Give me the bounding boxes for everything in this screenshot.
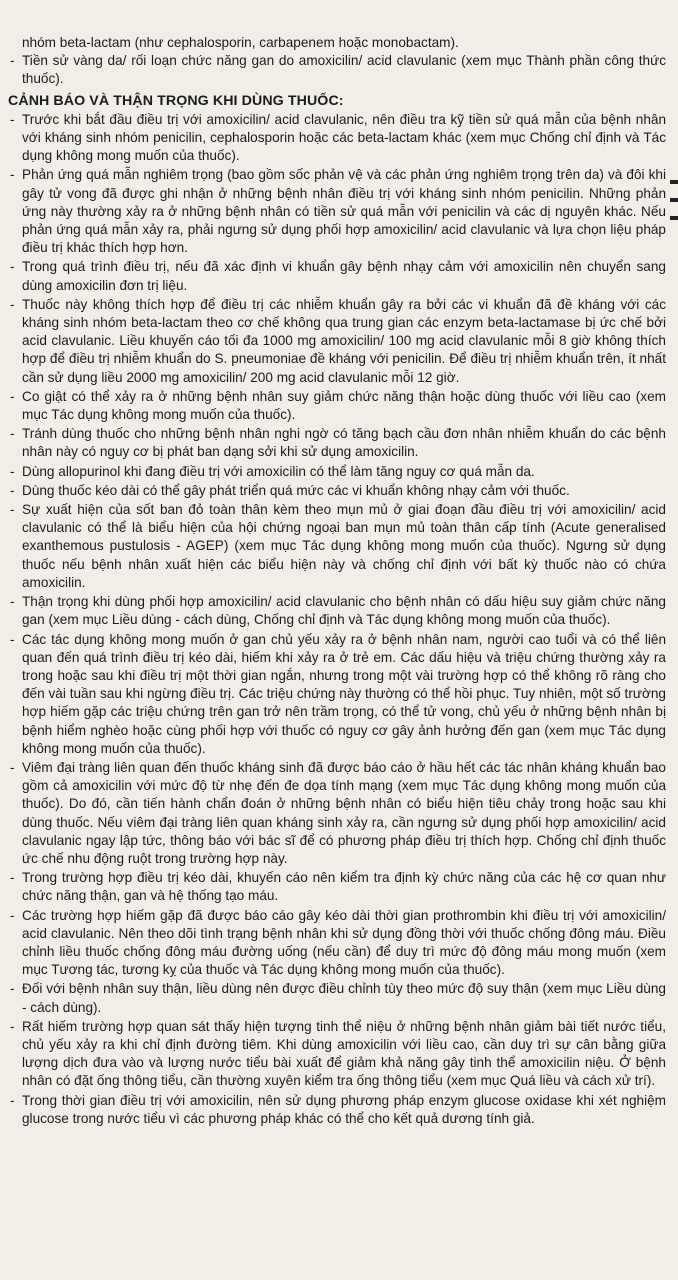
warning-item: - Trong thời gian điều trị với amoxicilin, nên sử dụng phương pháp enzym glucose oxidase khi xét nghiệm glucose trong nước tiểu vì các phương pháp khác có thể cho kết quả dương tính giả. (8, 1092, 666, 1128)
edge-marks (670, 180, 678, 260)
intro-continuation: nhóm beta-lactam (như cephalosporin, carbapenem hoặc monobactam). (22, 35, 459, 50)
warning-item: - Tránh dùng thuốc cho những bệnh nhân nghi ngờ có tăng bạch cầu đơn nhân nhiễm khuẩn do các bệnh nhân này có nguy cơ bị phát ban dạng sởi khi sử dụng amoxicilin. (8, 425, 666, 461)
warning-item: - Rất hiếm trường hợp quan sát thấy hiện tượng tinh thể niệu ở những bệnh nhân giảm bài tiết nước tiểu, chủ yếu xảy ra khi chỉ định đường tiêm. Khi dùng amoxicilin với liều cao, cần duy trì sự cân bằng giữa lượng dịch đưa vào và lượng nước tiểu bài xuất để giảm khả năng gây tinh thể amoxicilin niệu. Ở bệnh nhân có đặt ống thông tiểu, cần thường xuyên kiểm tra ống thông tiểu (xem mục Quá liều và cách xử trí). (8, 1018, 666, 1091)
warning-item: - Dùng thuốc kéo dài có thể gây phát triển quá mức các vi khuẩn không nhạy cảm với thuốc. (8, 482, 666, 500)
warning-item: - Các tác dụng không mong muốn ở gan chủ yếu xảy ra ở bệnh nhân nam, người cao tuổi và có thể liên quan đến quá trình điều trị kéo dài, hiếm khi xảy ra ở trẻ em. Các dấu hiệu và triệu chứng thường xảy ra trong hoặc sau khi điều trị một thời gian ngắn, nhưng trong một vài trường hợp có thể không rõ ràng cho đến vài tuần sau khi ngừng điều trị. Các triệu chứng này thường có thể hồi phục. Tuy nhiên, một số trường hợp hiếm gặp các triệu chứng trên gan trở nên trầm trọng, có thể tử vong, chủ yếu ở những bệnh nhân bị bệnh hiểm nghèo hoặc cùng phối hợp với thuốc có nguy cơ gây ảnh hưởng đến gan (xem mục Tác dụng không mong muốn của thuốc). (8, 631, 666, 758)
edge-mark (670, 216, 678, 220)
intro-list (8, 52, 666, 88)
warning-item: - Thuốc này không thích hợp để điều trị các nhiễm khuẩn gây ra bởi các vi khuẩn đã đề kháng với các kháng sinh nhóm beta-lactam theo cơ chế không qua trung gian các enzym beta-lactamase bị ức chế bởi acid clavulanic. Liều khuyến cáo tối đa 1000 mg amoxicilin/ 100 mg acid clavulanic mỗi 8 giờ không thích hợp để điều trị nhiễm khuẩn do S. pneumoniae đề kháng với penicilin. Để điều trị nhiễm khuẩn trên, ít nhất cần sử dụng liều 2000 mg amoxicilin/ 200 mg acid clavulanic mỗi 12 giờ. (8, 296, 666, 387)
section-heading-warnings: CẢNH BÁO VÀ THẬN TRỌNG KHI DÙNG THUỐC: (8, 92, 344, 109)
warning-item: - Trong trường hợp điều trị kéo dài, khuyến cáo nên kiểm tra định kỳ chức năng của các hệ cơ quan như chức năng thận, gan và hệ thống tạo máu. (8, 869, 666, 905)
warning-item: - Co giật có thể xảy ra ở những bệnh nhân suy giảm chức năng thận hoặc dùng thuốc với liều cao (xem mục Tác dụng không mong muốn của thuốc). (8, 388, 666, 424)
warning-item: - Trong quá trình điều trị, nếu đã xác định vi khuẩn gây bệnh nhạy cảm với amoxicilin nên chuyển sang dùng amoxicilin đơn trị liệu. (8, 258, 666, 294)
leaflet-content (8, 34, 666, 1129)
warning-item: - Sự xuất hiện của sốt ban đỏ toàn thân kèm theo mụn mủ ở giai đoạn đầu điều trị với amoxicilin/ acid clavulanic có thể là biểu hiện của hội chứng ngoại ban mụn mủ toàn thân cấp tính (Acute generalised exanthemous pustulosis - AGEP) (xem mục Tác dụng không mong muốn của thuốc). Ngưng sử dụng thuốc nếu bệnh nhân xuất hiện các biểu hiện này và chống chỉ định với bất kỳ thuốc nào có chứa amoxicilin. (8, 501, 666, 592)
warnings-list (8, 111, 666, 1128)
warning-item: - Đối với bệnh nhân suy thận, liều dùng nên được điều chỉnh tùy theo mức độ suy thận (xem mục Liều dùng - cách dùng). (8, 980, 666, 1016)
warning-item: - Viêm đại tràng liên quan đến thuốc kháng sinh đã được báo cáo ở hầu hết các tác nhân kháng khuẩn bao gồm cả amoxicilin với mức độ từ nhẹ đến đe dọa tính mạng (xem mục Tác dụng không mong muốn của thuốc). Do đó, cần tiến hành chẩn đoán ở những bệnh nhân có biểu hiện tiêu chảy trong hoặc sau khi dùng thuốc. Nếu viêm đại tràng liên quan kháng sinh xảy ra, cần ngưng sử dụng phối hợp amoxicilin/ acid clavulanic ngay lập tức, thông báo với bác sĩ để có phương pháp điều trị thích hợp. Chống chỉ định thuốc ức chế nhu động ruột trong trường hợp này. (8, 759, 666, 868)
warning-item: - Thận trọng khi dùng phối hợp amoxicilin/ acid clavulanic cho bệnh nhân có dấu hiệu suy giảm chức năng gan (xem mục Liều dùng - cách dùng, Chống chỉ định và Tác dụng không mong muốn của thuốc). (8, 593, 666, 629)
intro-item-jaundice-history: - Tiền sử vàng da/ rối loạn chức năng gan do amoxicilin/ acid clavulanic (xem mục Thành phần công thức thuốc). (8, 52, 666, 88)
warning-item: - Trước khi bắt đầu điều trị với amoxicilin/ acid clavulanic, nên điều tra kỹ tiền sử quá mẫn của bệnh nhân với kháng sinh nhóm penicilin, cephalosporin hoặc các beta-lactam khác (xem mục Chống chỉ định và Tác dụng không mong muốn của thuốc). (8, 111, 666, 166)
warning-item: - Phản ứng quá mẫn nghiêm trọng (bao gồm sốc phản vệ và các phản ứng nghiêm trọng trên da) và đôi khi gây tử vong đã được ghi nhận ở những bệnh nhân điều trị với kháng sinh nhóm penicilin. Những phản ứng này thường xảy ra ở những bệnh nhân có tiền sử quá mẫn với penicilin và các dị nguyên khác. Nếu phản ứng quá mẫn xảy ra, phải ngưng sử dụng phối hợp amoxicilin/ acid clavulanic và lựa chọn liệu pháp điều trị khác thích hợp hơn. (8, 166, 666, 257)
edge-mark (670, 198, 678, 202)
warning-item: - Dùng allopurinol khi đang điều trị với amoxicilin có thể làm tăng nguy cơ quá mẫn da. (8, 463, 666, 481)
edge-mark (670, 180, 678, 184)
warning-item: - Các trường hợp hiếm gặp đã được báo cáo gây kéo dài thời gian prothrombin khi điều trị với amoxicilin/ acid clavulanic. Nên theo dõi tình trạng bệnh nhân khi sử dụng đồng thời với thuốc chống đông máu. Điều chỉnh liều thuốc chống đông máu đường uống (nếu cần) để duy trì mức độ đông máu mong muốn (xem mục Tương tác, tương kỵ của thuốc và Tác dụng không mong muốn của thuốc). (8, 907, 666, 980)
